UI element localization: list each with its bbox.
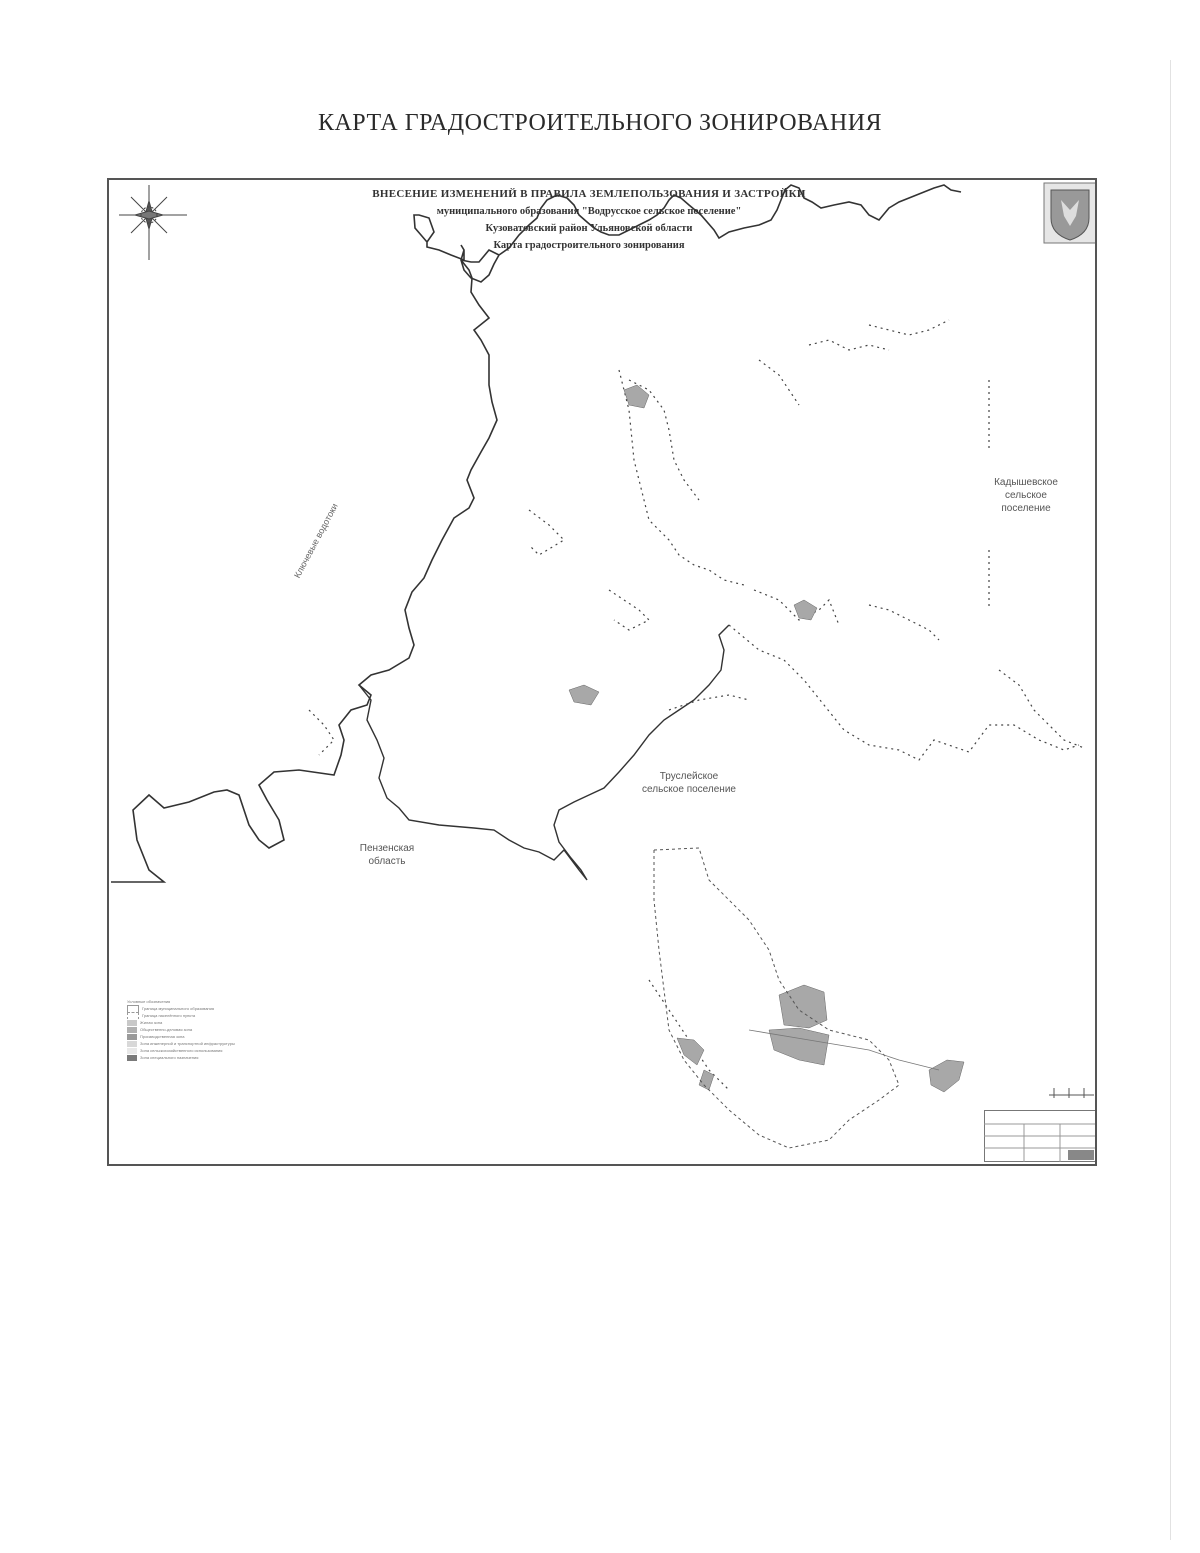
legend-item: Жилая зона bbox=[127, 1019, 297, 1026]
map-header-line1: ВНЕСЕНИЕ ИЗМЕНЕНИЙ В ПРАВИЛА ЗЕМЛЕПОЛЬЗОВАНИЯ И ЗАСТРОЙКИ bbox=[372, 188, 806, 200]
label-south-settlement: Труслейское сельское поселение bbox=[642, 771, 736, 795]
legend-item: Общественно-деловая зона bbox=[127, 1026, 297, 1033]
map-header-line3: Кузоватовский район Ульяновской области bbox=[485, 223, 693, 234]
zone-fills bbox=[569, 385, 964, 1092]
compass-rose-icon bbox=[119, 185, 187, 260]
map-header-line2: муниципального образования "Водрусское сельское поселение" bbox=[436, 206, 742, 217]
legend-title: Условные обозначения bbox=[127, 999, 171, 1004]
label-east-settlement: Кадышевское сельское поселение bbox=[994, 477, 1058, 514]
title-block-stamp bbox=[984, 1110, 1096, 1162]
map-header bbox=[329, 186, 849, 254]
map-header-line4: Карта градостроительного зонирования bbox=[493, 240, 685, 251]
municipal-boundary bbox=[111, 215, 497, 882]
legend-item: Производственная зона bbox=[127, 1033, 297, 1040]
label-southwest-region: Пензенская область bbox=[359, 843, 415, 867]
inset-boundary bbox=[654, 848, 899, 1148]
settlement-boundaries bbox=[309, 320, 1084, 1090]
legend-item: Зона инженерной и транспортной инфраструктуры bbox=[127, 1040, 297, 1047]
legend-item: Зона специального назначения bbox=[127, 1054, 297, 1061]
coat-of-arms-icon bbox=[1043, 182, 1097, 244]
scan-edge-line bbox=[1170, 60, 1171, 1540]
zoning-map bbox=[107, 178, 1097, 1166]
label-river: Ключевые водотоки bbox=[292, 501, 340, 580]
scale-bar bbox=[1049, 1088, 1094, 1098]
map-legend bbox=[127, 998, 297, 1123]
legend-item: Зона сельскохозяйственного использования bbox=[127, 1047, 297, 1054]
page-title: КАРТА ГРАДОСТРОИТЕЛЬНОГО ЗОНИРОВАНИЯ bbox=[317, 110, 883, 136]
legend-item: Граница муниципального образования bbox=[127, 1005, 297, 1012]
legend-item: Граница населённого пункта bbox=[127, 1012, 297, 1019]
